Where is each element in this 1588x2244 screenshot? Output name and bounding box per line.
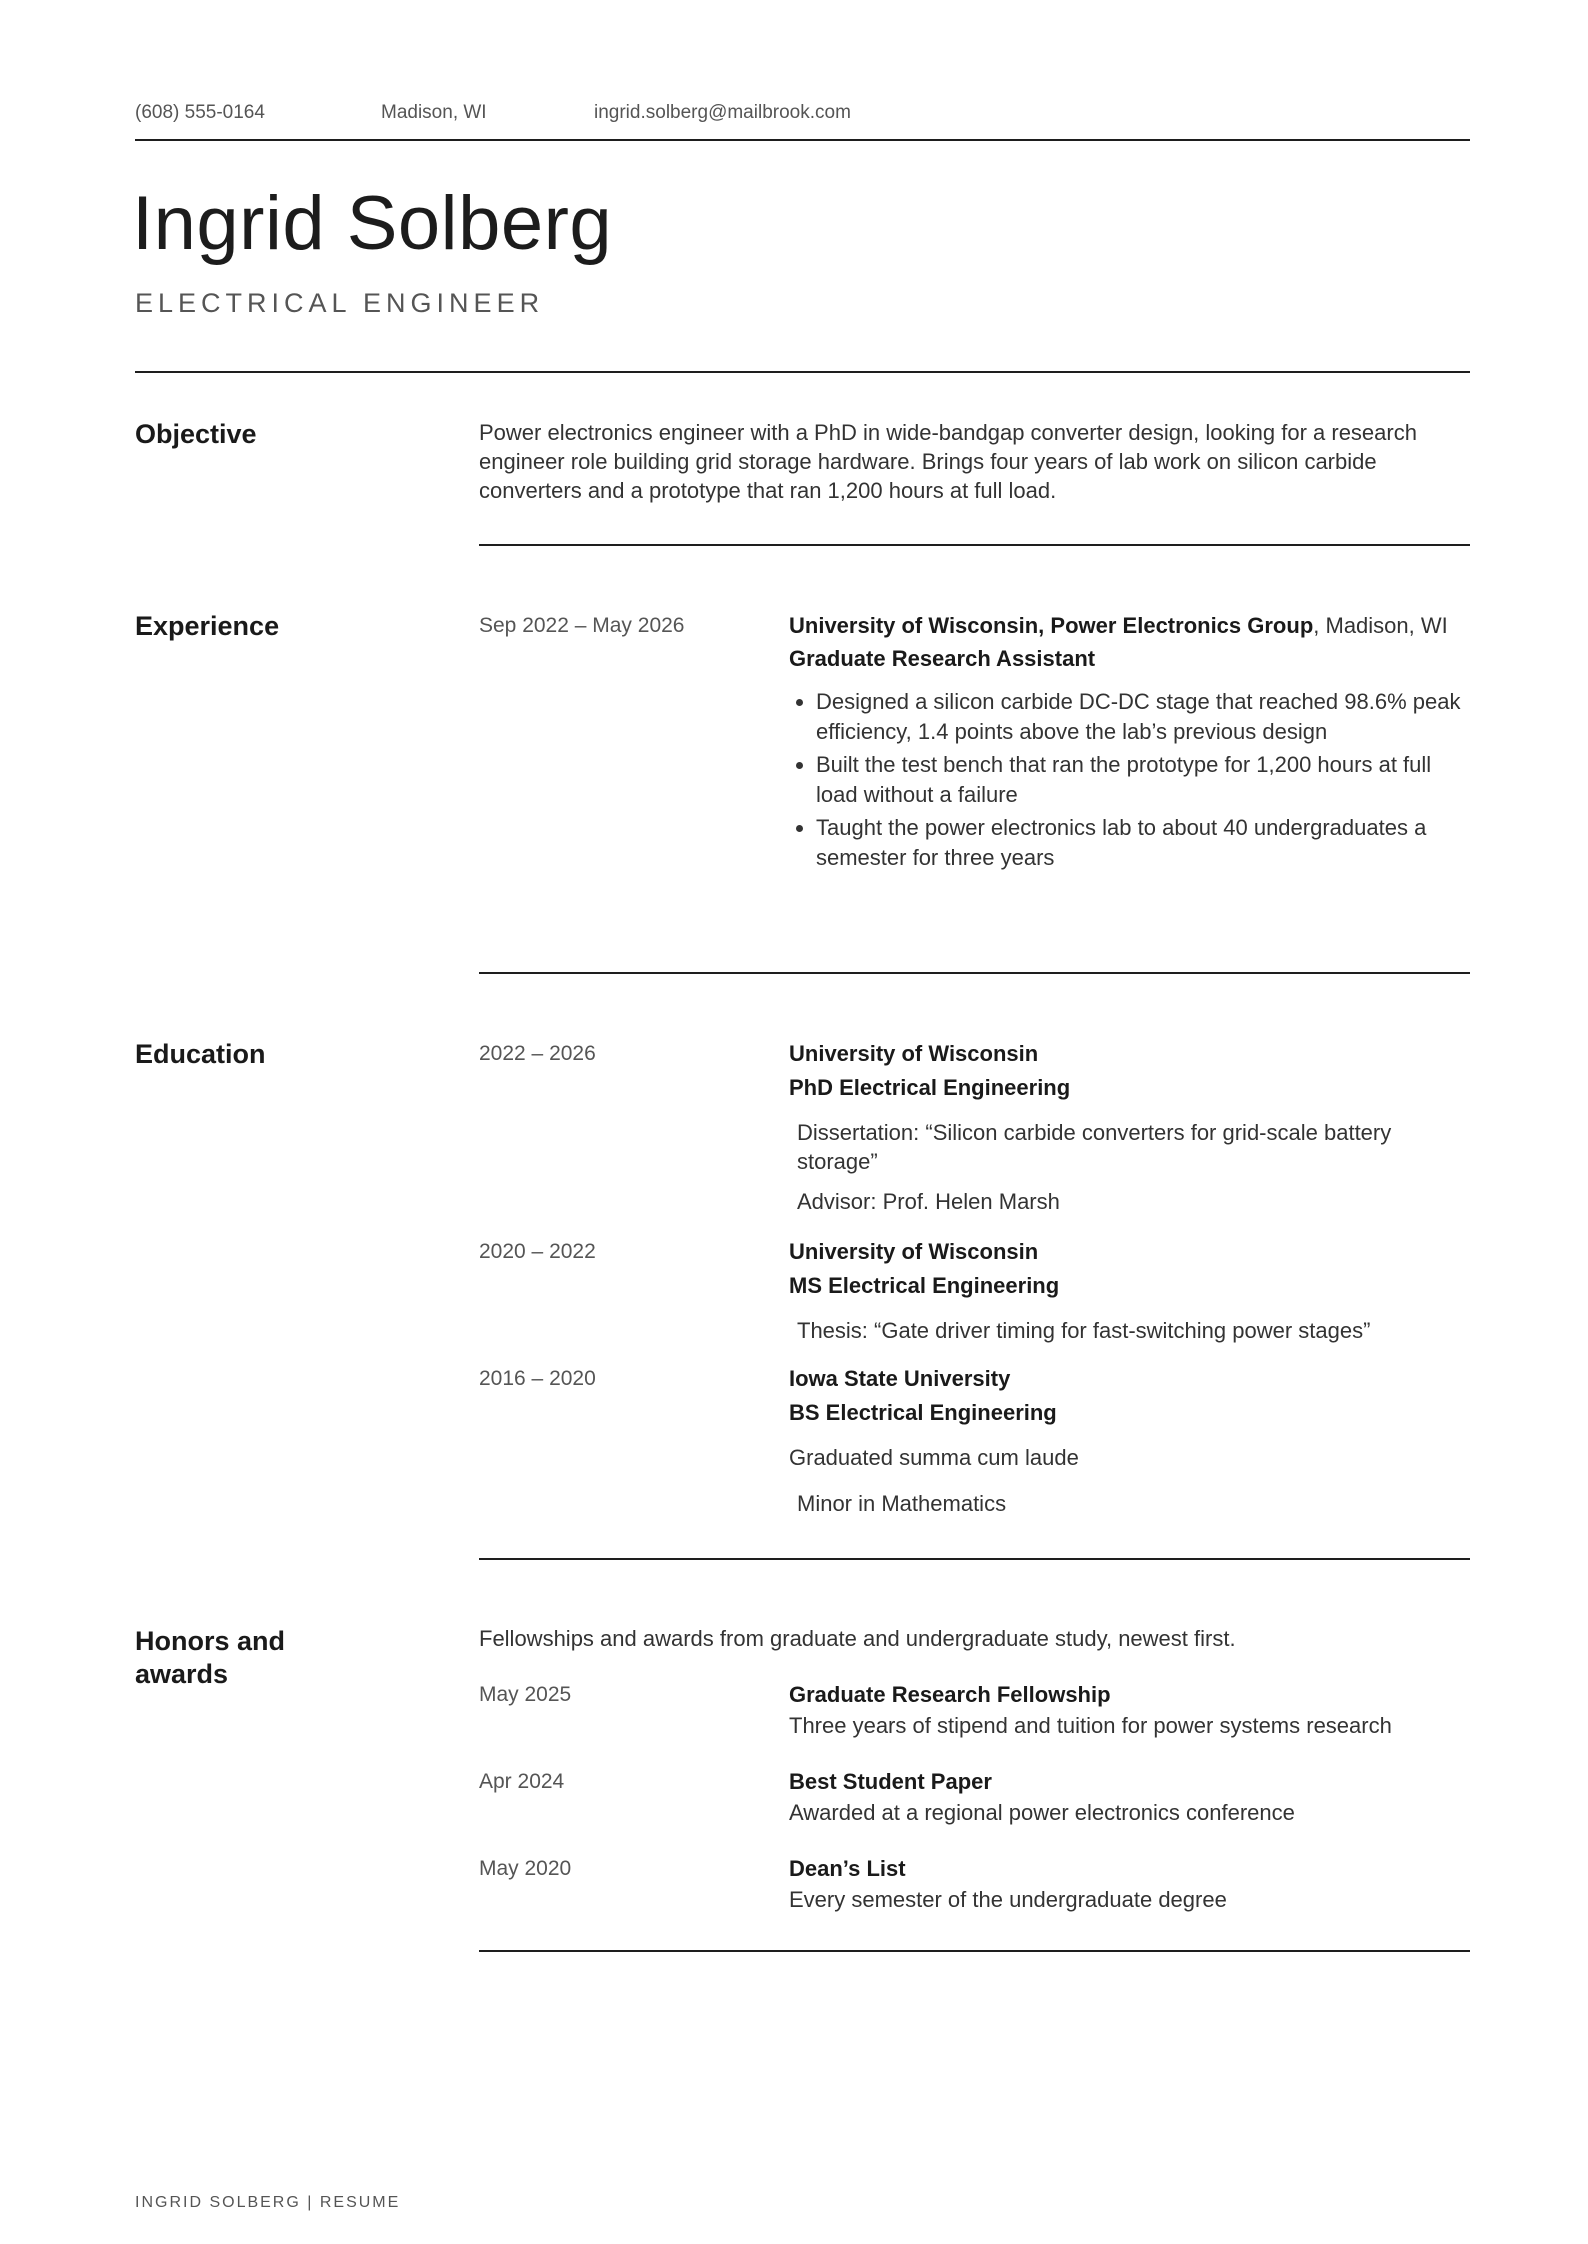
education-note: Thesis: “Gate driver timing for fast-switching power stages” (797, 1318, 1371, 1343)
honor-desc: Awarded at a regional power electronics conference (789, 1800, 1295, 1825)
experience-location: , Madison, WI (1313, 613, 1448, 638)
education-dates: 2022 – 2026 (479, 1042, 596, 1065)
education-school: University of Wisconsin (789, 1239, 1039, 1264)
experience-divider (479, 972, 1470, 974)
honor-title: Dean’s List (789, 1856, 906, 1881)
contact-phone: (608) 555-0164 (135, 102, 265, 123)
objective-heading: Objective (135, 419, 257, 449)
education-detail (789, 1039, 1471, 1216)
experience-org: University of Wisconsin, Power Electronics Group (789, 613, 1314, 638)
experience-detail (789, 611, 1471, 876)
education-degree: MS Electrical Engineering (789, 1273, 1060, 1298)
education-school: University of Wisconsin (789, 1041, 1039, 1066)
experience-role: Graduate Research Assistant (789, 646, 1096, 671)
honor-detail (789, 1767, 1471, 1827)
education-note: Minor in Mathematics (797, 1491, 1007, 1516)
experience-bullet: • Taught the power electronics lab to about 40 undergraduates a semester for three years (816, 813, 1471, 872)
page-footer: INGRID SOLBERG | RESUME (135, 2194, 401, 2211)
education-detail (789, 1364, 1471, 1518)
honors-heading: Honors and awards (135, 1626, 286, 1689)
honors-intro: Fellowships and awards from graduate and undergraduate study, newest first. (479, 1626, 1236, 1651)
education-school: Iowa State University (789, 1366, 1011, 1391)
contact-location: Madison, WI (381, 102, 487, 123)
experience-dates: Sep 2022 – May 2026 (479, 614, 685, 637)
education-note: Graduated summa cum laude (789, 1445, 1079, 1470)
experience-bullet: • Built the test bench that ran the prototype for 1,200 hours at full load without a failure (816, 750, 1471, 809)
experience-bullet: • Designed a silicon carbide DC-DC stage that reached 98.6% peak efficiency, 1.4 points above the lab’s previous design (816, 687, 1471, 746)
honors-divider (479, 1950, 1470, 1952)
contact-bar (135, 98, 1470, 128)
honor-detail (789, 1680, 1471, 1740)
candidate-name: Ingrid Solberg (132, 181, 613, 266)
honor-detail (789, 1854, 1471, 1914)
honor-date: Apr 2024 (479, 1770, 565, 1793)
education-dates: 2020 – 2022 (479, 1240, 596, 1263)
objective-divider (479, 544, 1470, 546)
education-divider (479, 1558, 1470, 1560)
education-note: Advisor: Prof. Helen Marsh (797, 1189, 1060, 1214)
honor-date: May 2025 (479, 1683, 572, 1706)
contact-email: ingrid.solberg@mailbrook.com (594, 102, 851, 123)
education-degree: BS Electrical Engineering (789, 1400, 1057, 1425)
experience-org-line (789, 611, 1471, 640)
education-dates: 2016 – 2020 (479, 1367, 596, 1390)
honor-title: Best Student Paper (789, 1769, 992, 1794)
education-note: Dissertation: “Silicon carbide converters for grid-scale battery storage” (797, 1120, 1392, 1174)
experience-heading: Experience (135, 611, 280, 641)
honor-desc: Every semester of the undergraduate degree (789, 1887, 1227, 1912)
honor-date: May 2020 (479, 1857, 572, 1880)
education-degree: PhD Electrical Engineering (789, 1075, 1071, 1100)
candidate-title: ELECTRICAL ENGINEER (135, 288, 545, 318)
experience-bullets (789, 687, 1471, 872)
education-detail (789, 1237, 1471, 1345)
honor-title: Graduate Research Fellowship (789, 1682, 1111, 1707)
header-divider (135, 139, 1470, 141)
education-heading: Education (135, 1039, 266, 1069)
honor-desc: Three years of stipend and tuition for power systems research (789, 1713, 1392, 1738)
title-divider (135, 371, 1470, 373)
objective-text: Power electronics engineer with a PhD in wide-bandgap converter design, looking for a research engineer role building grid storage hardware. Brings four years of lab work on silicon carbide converters and a prototype that ran 1,200 hours at full load. (479, 420, 1417, 503)
